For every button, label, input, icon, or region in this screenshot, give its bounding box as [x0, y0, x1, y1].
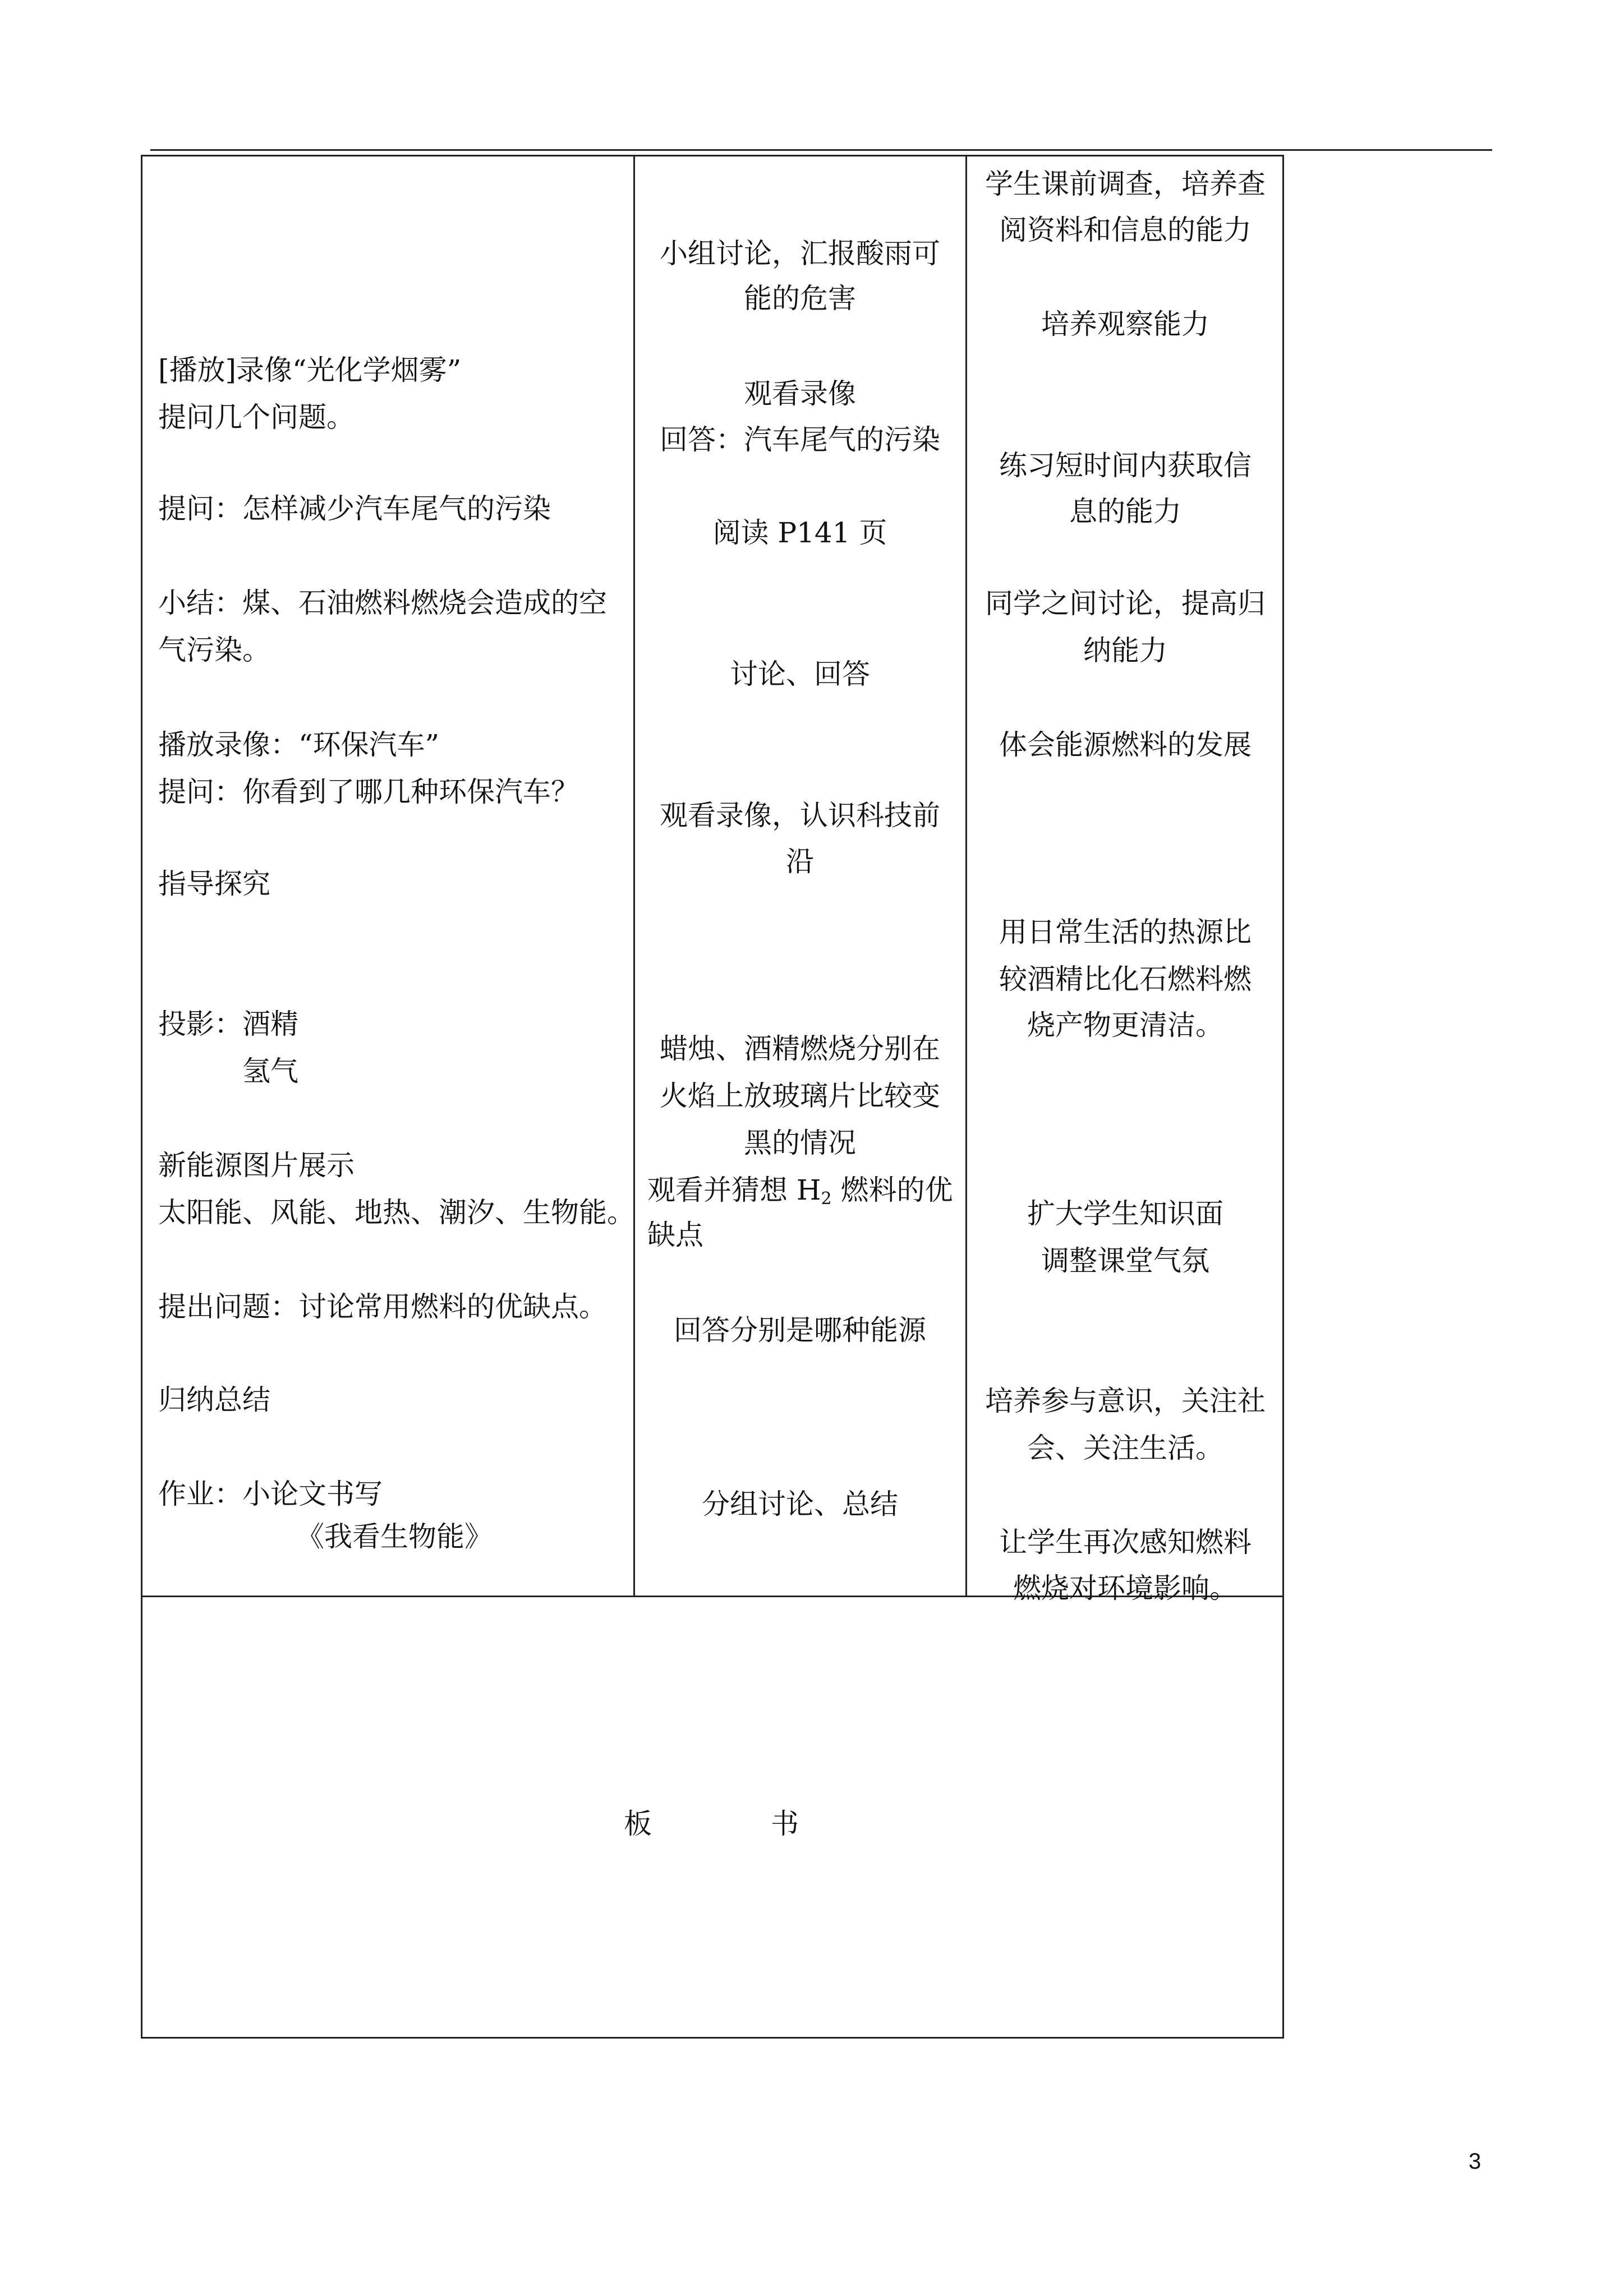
intent-line: 学生课前调查，培养查: [985, 168, 1266, 200]
teacher-line: 指导探究: [158, 868, 270, 900]
intent-line: 培养参与意识，关注社: [985, 1385, 1266, 1417]
teacher-line: 投影：酒精: [158, 1008, 298, 1040]
header-rule: [150, 149, 1492, 151]
column-divider-2: [965, 155, 967, 1597]
student-line: 蜡烛、酒精燃烧分别在: [660, 1032, 940, 1065]
intent-line: 烧产物更清洁。: [1027, 1009, 1223, 1041]
board-label-char2: 书: [771, 1808, 799, 1840]
student-line: 讨论、回答: [730, 658, 870, 690]
student-line: 能的危害: [744, 282, 856, 315]
student-line: 回答分别是哪种能源: [674, 1314, 926, 1347]
intent-line: 会、关注生活。: [1027, 1432, 1223, 1464]
teacher-line: 提问：你看到了哪几种环保汽车？: [158, 776, 579, 808]
student-line: 观看录像: [744, 377, 856, 410]
intent-line: 阅资料和信息的能力: [999, 214, 1252, 246]
student-line: 沿: [786, 845, 814, 878]
teacher-line: 太阳能、风能、地热、潮汐、生物能。: [158, 1196, 635, 1229]
intent-line: 调整课堂气氛: [1041, 1244, 1209, 1277]
column-divider-1: [633, 155, 635, 1597]
teacher-line: 作业：小论文书写: [158, 1478, 383, 1510]
student-line: 回答：汽车尾气的污染: [660, 423, 940, 456]
teacher-line: 归纳总结: [158, 1384, 270, 1416]
student-line: 观看并猜想 $H_2$ 燃料的优: [647, 1174, 953, 1209]
intent-line: 练习短时间内获取信: [999, 449, 1252, 482]
intent-line: 扩大学生知识面: [1027, 1197, 1223, 1230]
student-line: 分组讨论、总结: [702, 1488, 898, 1520]
teacher-line: 提出问题：讨论常用燃料的优缺点。: [158, 1290, 607, 1323]
teacher-line: 播放录像：“环保汽车”: [158, 729, 440, 761]
teacher-line: 氢气: [242, 1055, 298, 1087]
page-number: 3: [1469, 2149, 1482, 2174]
intent-line: 同学之间讨论，提高归: [985, 587, 1266, 620]
board-section: [141, 1596, 1284, 2039]
student-line: 小组讨论，汇报酸雨可: [660, 237, 940, 270]
intent-line: 燃烧对环境影响。: [1013, 1572, 1237, 1605]
intent-line: 纳能力: [1083, 634, 1167, 667]
teacher-line: [播放]录像“光化学烟雾”: [158, 354, 462, 386]
teacher-line: 提问：怎样减少汽车尾气的污染: [158, 492, 551, 525]
student-line: 观看录像，认识科技前: [660, 799, 940, 832]
intent-line: 用日常生活的热源比: [999, 916, 1252, 948]
student-line: 火焰上放玻璃片比较变: [660, 1080, 940, 1112]
intent-line: 较酒精比化石燃料燃: [999, 963, 1252, 995]
student-line: 阅读 P141 页: [712, 517, 887, 549]
teacher-line: 小结：煤、石油燃料燃烧会造成的空: [158, 587, 607, 619]
intent-line: 培养观察能力: [1041, 308, 1209, 340]
intent-line: 息的能力: [1069, 495, 1181, 528]
student-line: 黑的情况: [744, 1127, 856, 1159]
teacher-line: 《我看生物能》: [296, 1520, 493, 1553]
intent-line: 让学生再次感知燃料: [999, 1526, 1252, 1559]
teacher-line: 提问几个问题。: [158, 401, 355, 434]
board-label-char1: 板: [624, 1808, 652, 1840]
student-line: 缺点: [647, 1219, 703, 1251]
teacher-line: 气污染。: [158, 634, 270, 666]
teacher-line: 新能源图片展示: [158, 1149, 355, 1182]
intent-line: 体会能源燃料的发展: [999, 729, 1252, 761]
